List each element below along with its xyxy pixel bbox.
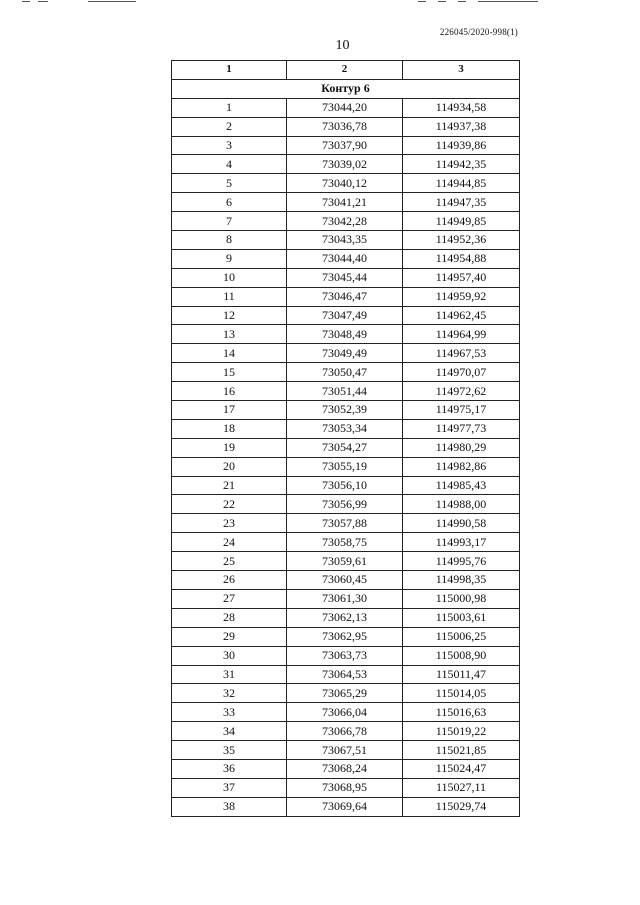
x-coordinate-cell: 73047,49 xyxy=(287,306,403,325)
table-row xyxy=(172,759,520,778)
point-number-cell: 34 xyxy=(172,722,287,741)
x-coordinate-cell: 73059,61 xyxy=(287,552,403,571)
x-coordinate-cell: 73068,24 xyxy=(287,759,403,778)
table-row xyxy=(172,249,520,268)
table-row xyxy=(172,684,520,703)
section-row xyxy=(172,79,520,98)
y-coordinate-cell: 114964,99 xyxy=(403,325,520,344)
point-number-cell: 4 xyxy=(172,155,287,174)
y-coordinate-cell: 115008,90 xyxy=(403,646,520,665)
y-coordinate-cell: 114995,76 xyxy=(403,552,520,571)
table-row xyxy=(172,174,520,193)
table-row xyxy=(172,363,520,382)
table-row xyxy=(172,344,520,363)
table-row xyxy=(172,325,520,344)
y-coordinate-cell: 114970,07 xyxy=(403,363,520,382)
table-row xyxy=(172,741,520,760)
point-number-cell: 11 xyxy=(172,287,287,306)
x-coordinate-cell: 73043,35 xyxy=(287,231,403,250)
point-number-cell: 18 xyxy=(172,419,287,438)
y-coordinate-cell: 115006,25 xyxy=(403,627,520,646)
table-row xyxy=(172,571,520,590)
table-row xyxy=(172,457,520,476)
table-row xyxy=(172,722,520,741)
column-header-1: 1 xyxy=(172,61,287,80)
y-coordinate-cell: 114962,45 xyxy=(403,306,520,325)
point-number-cell: 30 xyxy=(172,646,287,665)
x-coordinate-cell: 73045,44 xyxy=(287,268,403,287)
table-row xyxy=(172,589,520,608)
x-coordinate-cell: 73056,99 xyxy=(287,495,403,514)
point-number-cell: 28 xyxy=(172,608,287,627)
x-coordinate-cell: 73040,12 xyxy=(287,174,403,193)
table-row xyxy=(172,193,520,212)
table-body xyxy=(172,79,520,816)
table-row xyxy=(172,231,520,250)
x-coordinate-cell: 73062,13 xyxy=(287,608,403,627)
x-coordinate-cell: 73037,90 xyxy=(287,136,403,155)
x-coordinate-cell: 73044,20 xyxy=(287,98,403,117)
table-row xyxy=(172,212,520,231)
table-row xyxy=(172,155,520,174)
y-coordinate-cell: 114934,58 xyxy=(403,98,520,117)
y-coordinate-cell: 114954,88 xyxy=(403,249,520,268)
x-coordinate-cell: 73056,10 xyxy=(287,476,403,495)
y-coordinate-cell: 114942,35 xyxy=(403,155,520,174)
table-row xyxy=(172,306,520,325)
table-row xyxy=(172,98,520,117)
point-number-cell: 5 xyxy=(172,174,287,193)
x-coordinate-cell: 73055,19 xyxy=(287,457,403,476)
table-row xyxy=(172,627,520,646)
y-coordinate-cell: 115016,63 xyxy=(403,703,520,722)
x-coordinate-cell: 73039,02 xyxy=(287,155,403,174)
table-row xyxy=(172,268,520,287)
table-row xyxy=(172,514,520,533)
y-coordinate-cell: 115019,22 xyxy=(403,722,520,741)
table-row xyxy=(172,665,520,684)
column-header-3: 3 xyxy=(403,61,520,80)
section-title: Контур 6 xyxy=(172,79,520,98)
point-number-cell: 2 xyxy=(172,117,287,136)
table-row xyxy=(172,533,520,552)
y-coordinate-cell: 114944,85 xyxy=(403,174,520,193)
point-number-cell: 8 xyxy=(172,231,287,250)
table-row xyxy=(172,778,520,797)
point-number-cell: 26 xyxy=(172,571,287,590)
x-coordinate-cell: 73061,30 xyxy=(287,589,403,608)
y-coordinate-cell: 115014,05 xyxy=(403,684,520,703)
y-coordinate-cell: 114939,86 xyxy=(403,136,520,155)
column-header-2: 2 xyxy=(287,61,403,80)
point-number-cell: 24 xyxy=(172,533,287,552)
y-coordinate-cell: 114975,17 xyxy=(403,401,520,420)
x-coordinate-cell: 73044,40 xyxy=(287,249,403,268)
table-row xyxy=(172,401,520,420)
point-number-cell: 16 xyxy=(172,382,287,401)
table-header-row xyxy=(172,61,520,80)
coordinates-table xyxy=(171,60,520,817)
x-coordinate-cell: 73066,04 xyxy=(287,703,403,722)
y-coordinate-cell: 114967,53 xyxy=(403,344,520,363)
scan-top-artifacts xyxy=(0,0,640,6)
x-coordinate-cell: 73064,53 xyxy=(287,665,403,684)
table-row xyxy=(172,136,520,155)
table-row xyxy=(172,703,520,722)
x-coordinate-cell: 73051,44 xyxy=(287,382,403,401)
x-coordinate-cell: 73062,95 xyxy=(287,627,403,646)
y-coordinate-cell: 114977,73 xyxy=(403,419,520,438)
x-coordinate-cell: 73067,51 xyxy=(287,741,403,760)
y-coordinate-cell: 114980,29 xyxy=(403,438,520,457)
table-row xyxy=(172,608,520,627)
x-coordinate-cell: 73053,34 xyxy=(287,419,403,438)
y-coordinate-cell: 115021,85 xyxy=(403,741,520,760)
point-number-cell: 36 xyxy=(172,759,287,778)
y-coordinate-cell: 114957,40 xyxy=(403,268,520,287)
point-number-cell: 32 xyxy=(172,684,287,703)
x-coordinate-cell: 73054,27 xyxy=(287,438,403,457)
x-coordinate-cell: 73068,95 xyxy=(287,778,403,797)
point-number-cell: 15 xyxy=(172,363,287,382)
point-number-cell: 38 xyxy=(172,797,287,816)
y-coordinate-cell: 114947,35 xyxy=(403,193,520,212)
x-coordinate-cell: 73048,49 xyxy=(287,325,403,344)
y-coordinate-cell: 115011,47 xyxy=(403,665,520,684)
y-coordinate-cell: 114998,35 xyxy=(403,571,520,590)
table-row xyxy=(172,476,520,495)
y-coordinate-cell: 114959,92 xyxy=(403,287,520,306)
point-number-cell: 9 xyxy=(172,249,287,268)
y-coordinate-cell: 115000,98 xyxy=(403,589,520,608)
x-coordinate-cell: 73060,45 xyxy=(287,571,403,590)
y-coordinate-cell: 114952,36 xyxy=(403,231,520,250)
y-coordinate-cell: 114988,00 xyxy=(403,495,520,514)
document-number: 226045/2020-998(1) xyxy=(439,27,518,37)
x-coordinate-cell: 73041,21 xyxy=(287,193,403,212)
y-coordinate-cell: 115029,74 xyxy=(403,797,520,816)
x-coordinate-cell: 73046,47 xyxy=(287,287,403,306)
y-coordinate-cell: 114982,86 xyxy=(403,457,520,476)
point-number-cell: 22 xyxy=(172,495,287,514)
y-coordinate-cell: 114972,62 xyxy=(403,382,520,401)
table-row xyxy=(172,797,520,816)
page-number: 10 xyxy=(335,38,350,53)
x-coordinate-cell: 73063,73 xyxy=(287,646,403,665)
y-coordinate-cell: 115027,11 xyxy=(403,778,520,797)
point-number-cell: 12 xyxy=(172,306,287,325)
x-coordinate-cell: 73042,28 xyxy=(287,212,403,231)
point-number-cell: 1 xyxy=(172,98,287,117)
table-row xyxy=(172,552,520,571)
point-number-cell: 25 xyxy=(172,552,287,571)
point-number-cell: 33 xyxy=(172,703,287,722)
point-number-cell: 37 xyxy=(172,778,287,797)
x-coordinate-cell: 73069,64 xyxy=(287,797,403,816)
y-coordinate-cell: 114937,38 xyxy=(403,117,520,136)
point-number-cell: 35 xyxy=(172,741,287,760)
table-row xyxy=(172,382,520,401)
point-number-cell: 3 xyxy=(172,136,287,155)
x-coordinate-cell: 73058,75 xyxy=(287,533,403,552)
table-row xyxy=(172,117,520,136)
point-number-cell: 6 xyxy=(172,193,287,212)
point-number-cell: 29 xyxy=(172,627,287,646)
table-row xyxy=(172,438,520,457)
y-coordinate-cell: 114985,43 xyxy=(403,476,520,495)
point-number-cell: 23 xyxy=(172,514,287,533)
x-coordinate-cell: 73057,88 xyxy=(287,514,403,533)
point-number-cell: 7 xyxy=(172,212,287,231)
table-row xyxy=(172,646,520,665)
point-number-cell: 21 xyxy=(172,476,287,495)
y-coordinate-cell: 114993,17 xyxy=(403,533,520,552)
point-number-cell: 10 xyxy=(172,268,287,287)
y-coordinate-cell: 115003,61 xyxy=(403,608,520,627)
x-coordinate-cell: 73065,29 xyxy=(287,684,403,703)
x-coordinate-cell: 73052,39 xyxy=(287,401,403,420)
table-row xyxy=(172,287,520,306)
y-coordinate-cell: 114949,85 xyxy=(403,212,520,231)
y-coordinate-cell: 114990,58 xyxy=(403,514,520,533)
x-coordinate-cell: 73066,78 xyxy=(287,722,403,741)
table-row xyxy=(172,419,520,438)
point-number-cell: 20 xyxy=(172,457,287,476)
x-coordinate-cell: 73050,47 xyxy=(287,363,403,382)
x-coordinate-cell: 73049,49 xyxy=(287,344,403,363)
point-number-cell: 13 xyxy=(172,325,287,344)
point-number-cell: 17 xyxy=(172,401,287,420)
x-coordinate-cell: 73036,78 xyxy=(287,117,403,136)
table-row xyxy=(172,495,520,514)
point-number-cell: 27 xyxy=(172,589,287,608)
y-coordinate-cell: 115024,47 xyxy=(403,759,520,778)
point-number-cell: 14 xyxy=(172,344,287,363)
point-number-cell: 19 xyxy=(172,438,287,457)
point-number-cell: 31 xyxy=(172,665,287,684)
